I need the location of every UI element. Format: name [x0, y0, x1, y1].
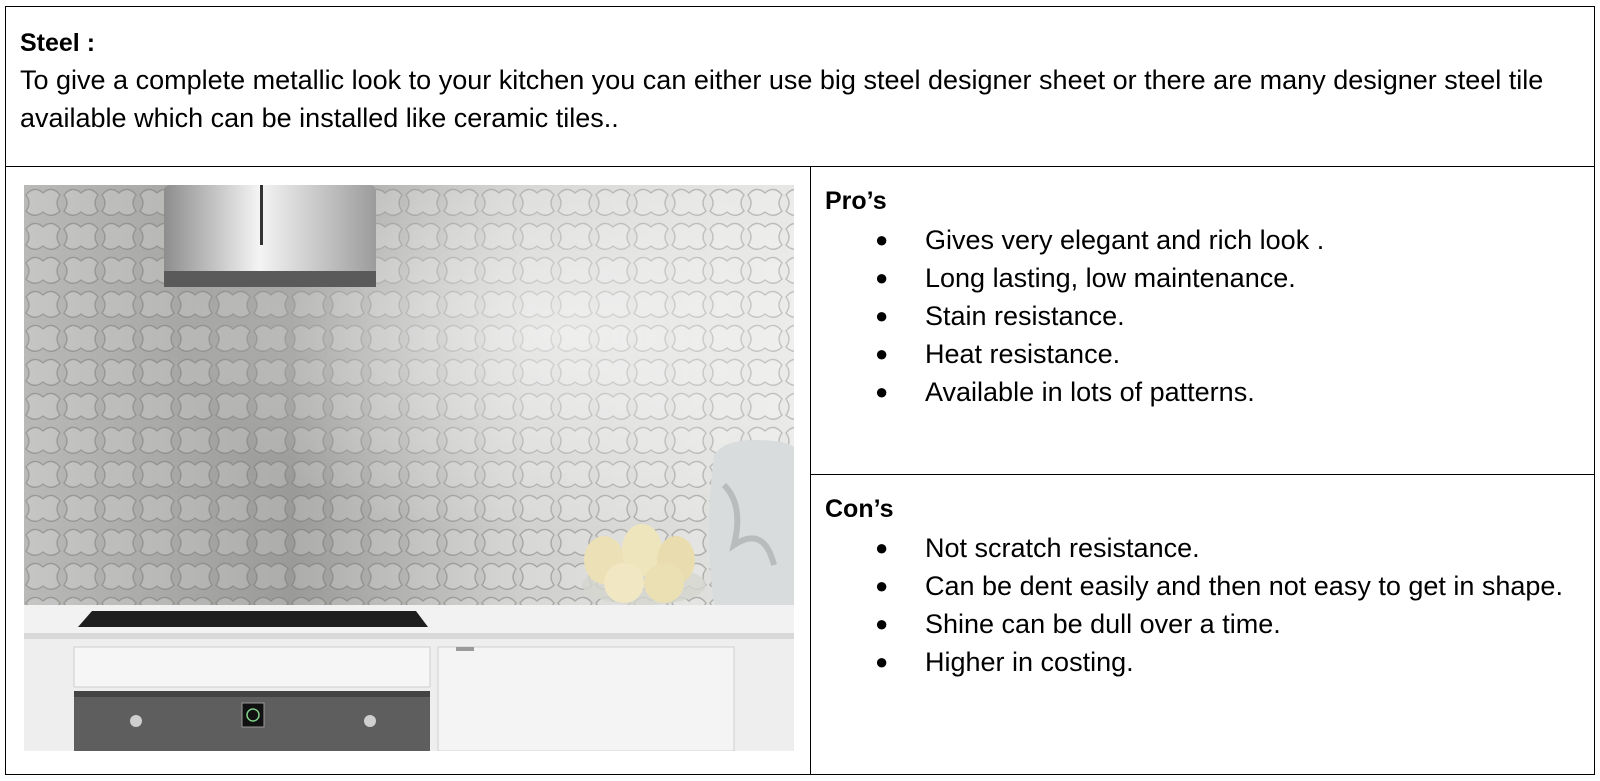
pros-list [825, 221, 1594, 411]
cons-title: Con’s [825, 495, 894, 523]
list-item: ● Stain resistance. [925, 297, 1594, 335]
cons-list [825, 529, 1574, 681]
pros-title: Pro’s [825, 187, 887, 215]
bullet-icon: ● [875, 227, 889, 252]
image-cell [6, 167, 811, 774]
document-table [5, 6, 1595, 775]
kitchen-steel-tile-photo [24, 185, 794, 751]
bullet-icon: ● [875, 535, 889, 560]
bullet-icon: ● [875, 573, 889, 598]
list-item: ● Higher in costing. [925, 643, 1574, 681]
intro-paragraph: To give a complete metallic look to your kitchen you can either use big steel designer sheet or there are many designer steel tile available which can be installed like ceramic tiles.. [20, 65, 1544, 133]
bullet-icon: ● [875, 379, 889, 404]
list-item: ● Shine can be dull over a time. [925, 605, 1574, 643]
header-cell [6, 7, 1594, 167]
pros-cell [811, 167, 1594, 475]
bullet-icon: ● [875, 303, 889, 328]
list-item: ● Available in lots of patterns. [925, 373, 1594, 411]
bullet-icon: ● [875, 649, 889, 674]
bullet-icon: ● [875, 265, 889, 290]
cons-cell [811, 475, 1594, 774]
bullet-icon: ● [875, 611, 889, 636]
list-item: ● Long lasting, low maintenance. [925, 259, 1594, 297]
bullet-icon: ● [875, 341, 889, 366]
list-item: ● Not scratch resistance. [925, 529, 1574, 567]
list-item: ● Gives very elegant and rich look . [925, 221, 1594, 259]
list-item: ● Can be dent easily and then not easy to get in shape. [925, 567, 1574, 605]
list-item: ● Heat resistance. [925, 335, 1594, 373]
section-heading: Steel : [20, 29, 96, 57]
